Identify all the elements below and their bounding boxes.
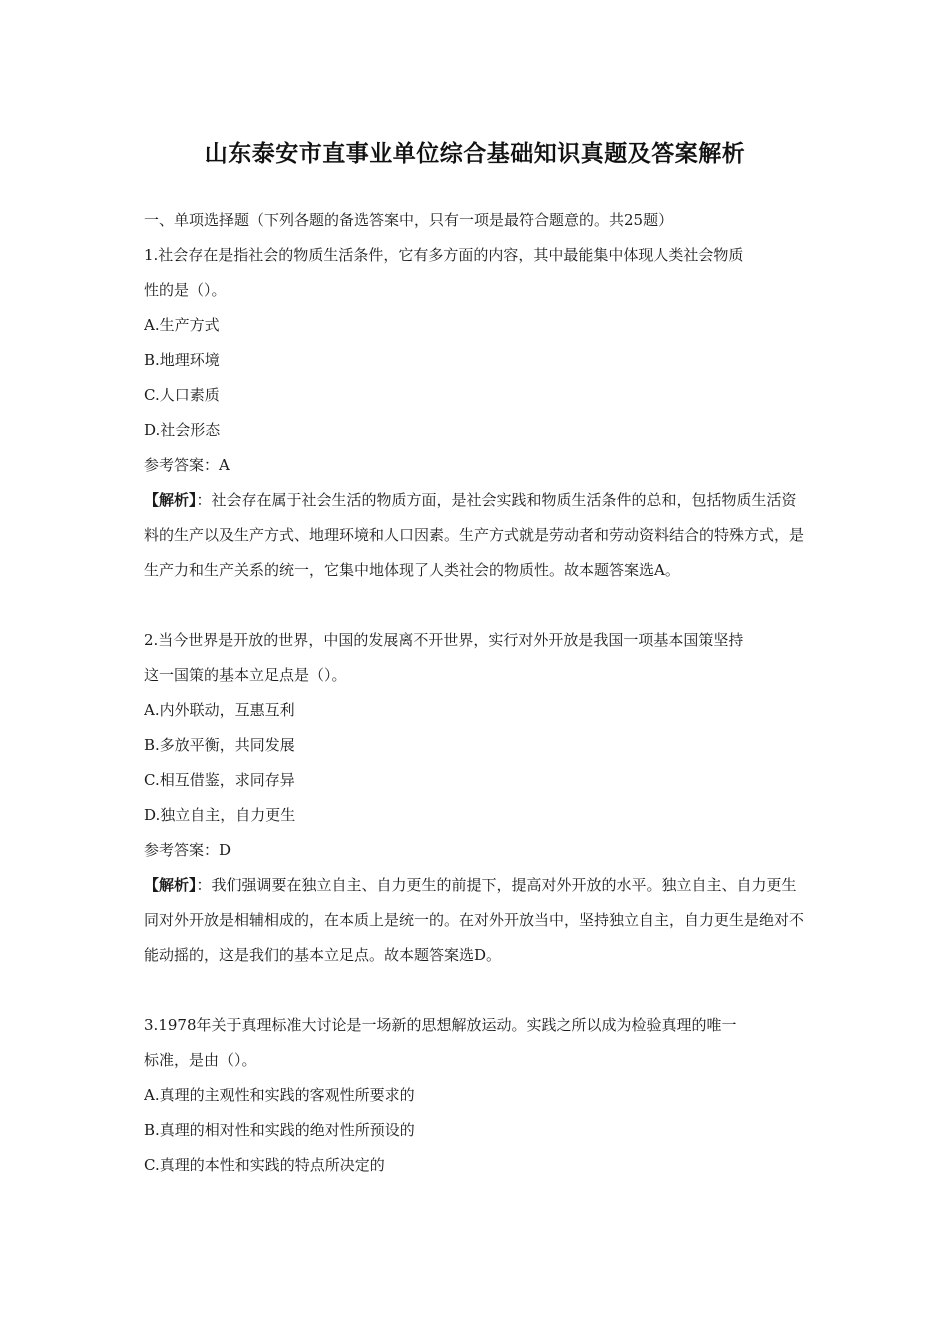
question-1 <box>144 238 810 588</box>
question-stem: 标准，是由（）。 <box>144 1051 257 1069</box>
answer-line: 参考答案：D <box>144 841 232 859</box>
question-3 <box>144 1008 810 1183</box>
analysis-text: ：社会存在属于社会生活的物质方面，是社会实践和物质生活条件的总和，包括物质生活资料的生产以及生产方式、地理环境和人口因素。生产方式就是劳动者和劳动资料结合的特殊方式，是生产力和生产关系的统一，它集中地体现了人类社会的物质性。故本题答案选A。 <box>144 491 805 579</box>
analysis-text: ：我们强调要在独立自主、自力更生的前提下，提高对外开放的水平。独立自主、自力更生同对外开放是相辅相成的，在本质上是统一的。在对外开放当中，坚持独立自主，自力更生是绝对不能动摇的，这是我们的基本立足点。故本题答案选D。 <box>144 876 805 964</box>
question-stem: 2.当今世界是开放的世界，中国的发展离不开世界，实行对外开放是我国一项基本国策坚持 <box>144 631 744 649</box>
question-stem: 这一国策的基本立足点是（）。 <box>144 666 347 684</box>
question-stem: 性的是（）。 <box>144 281 227 299</box>
spacer <box>144 588 810 623</box>
document-body <box>144 203 810 1183</box>
analysis-label: 【解析】 <box>144 491 197 509</box>
section-heading: 一、单项选择题（下列各题的备选答案中，只有一项是最符合题意的。共25题） <box>144 211 674 229</box>
option-a: A.生产方式 <box>144 316 220 334</box>
option-b: B.地理环境 <box>144 351 220 369</box>
spacer <box>144 973 810 1008</box>
answer-line: 参考答案：A <box>144 456 230 474</box>
option-b: B.真理的相对性和实践的绝对性所预设的 <box>144 1121 415 1139</box>
option-c: C.相互借鉴，求同存异 <box>144 771 295 789</box>
option-d: D.社会形态 <box>144 421 221 439</box>
option-d: D.独立自主，自力更生 <box>144 806 296 824</box>
page-title: 山东泰安市直事业单位综合基础知识真题及答案解析 <box>204 140 746 167</box>
analysis-paragraph <box>144 868 810 973</box>
analysis-paragraph <box>144 483 810 588</box>
question-stem: 1.社会存在是指社会的物质生活条件，它有多方面的内容，其中最能集中体现人类社会物质 <box>144 246 744 264</box>
option-b: B.多放平衡，共同发展 <box>144 736 295 754</box>
question-stem: 3.1978年关于真理标准大讨论是一场新的思想解放运动。实践之所以成为检验真理的唯一 <box>144 1016 737 1034</box>
question-2 <box>144 623 810 973</box>
option-a: A.真理的主观性和实践的客观性所要求的 <box>144 1086 415 1104</box>
option-c: C.真理的本性和实践的特点所决定的 <box>144 1156 385 1174</box>
option-c: C.人口素质 <box>144 386 220 404</box>
analysis-label: 【解析】 <box>144 876 197 894</box>
option-a: A.内外联动，互惠互利 <box>144 701 295 719</box>
